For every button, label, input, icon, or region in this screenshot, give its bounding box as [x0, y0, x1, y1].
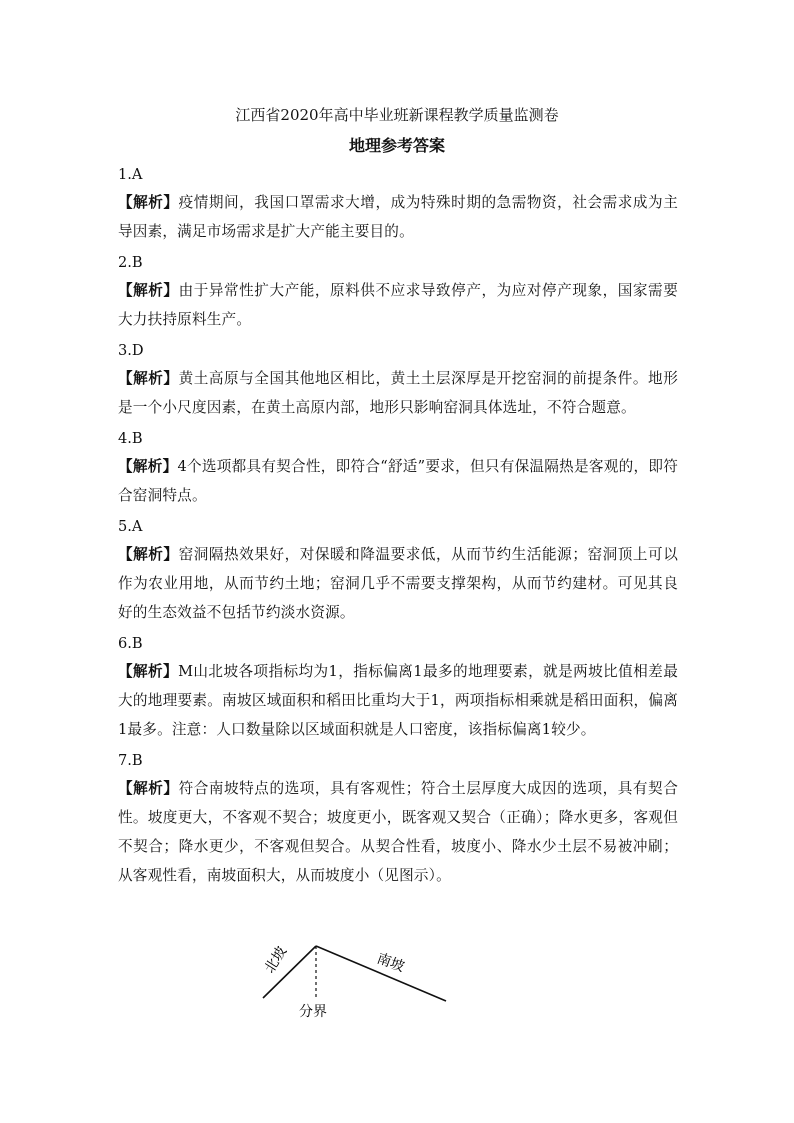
answer-item-6 [118, 631, 678, 744]
answer-subtitle: 地理参考答案 [348, 136, 445, 155]
answer-number: 5.A [118, 518, 143, 535]
analysis-body: 窑洞隔热效果好，对保暖和降温要求低，从而节约生活能源；窑洞顶上可以作为农业用地，从而节约土地；窑洞几乎不需要支撑架构，从而节约建材。可见其良好的生态效益不包括节约淡水资源。 [118, 546, 678, 621]
north-slope-label: 北坡 [261, 943, 291, 977]
analysis-tag: 【解析】 [118, 370, 179, 387]
analysis-tag: 【解析】 [118, 780, 179, 797]
analysis-tag: 【解析】 [118, 282, 179, 299]
answer-number: 4.B [118, 430, 143, 447]
analysis-tag: 【解析】 [118, 663, 179, 680]
answer-item-1 [118, 162, 678, 246]
analysis-text [118, 276, 678, 334]
analysis-text [118, 452, 678, 510]
answer-item-7 [118, 748, 678, 890]
analysis-body: 4个选项都具有契合性，即符合“舒适”要求，但只有保温隔热是客观的，即符合窑洞特点。 [118, 458, 678, 504]
slope-diagram [258, 938, 458, 1028]
answer-number: 3.D [118, 342, 144, 359]
analysis-body: 符合南坡特点的选项，具有客观性；符合土层厚度大成因的选项，具有契合性。坡度更大，不客观不契合；坡度更小，既客观又契合（正确）；降水更多，客观但不契合；降水更少，不客观但契合。从契合性看，坡度小、降水少土层不易被冲刷；从客观性看，南坡面积大，从而坡度小（见图示）。 [118, 780, 678, 884]
analysis-tag: 【解析】 [118, 458, 178, 475]
analysis-body: 黄土高原与全国其他地区相比，黄土土层深厚是开挖窑洞的前提条件。地形是一个小尺度因素，在黄土高原内部，地形只影响窑洞具体选址，不符合题意。 [118, 370, 678, 416]
analysis-text [118, 774, 678, 890]
exam-title: 江西省2020年高中毕业班新课程教学质量监测卷 [235, 106, 559, 124]
analysis-tag: 【解析】 [118, 194, 179, 211]
slope-diagram-svg [258, 938, 458, 1028]
analysis-body: M山北坡各项指标均为1，指标偏离1最多的地理要素，就是两坡比值相差最大的地理要素。南坡区域面积和稻田比重均大于1，两项指标相乘就是稻田面积，偏离1最多。注意：人口数量除以区域面积就是人口密度，该指标偏离1较少。 [118, 663, 678, 738]
answer-item-5 [118, 514, 678, 627]
analysis-text [118, 364, 678, 422]
south-slope-label: 南坡 [374, 950, 407, 976]
analysis-body: 疫情期间，我国口罩需求大增，成为特殊时期的急需物资，社会需求成为主导因素，满足市场需求是扩大产能主要目的。 [118, 194, 678, 240]
boundary-label: 分界 [299, 1004, 327, 1020]
answer-number: 2.B [118, 254, 143, 271]
analysis-text [118, 188, 678, 246]
answer-number: 1.A [118, 166, 143, 183]
answer-item-2 [118, 250, 678, 334]
analysis-tag: 【解析】 [118, 546, 179, 563]
answer-number: 7.B [118, 752, 143, 769]
answer-item-4 [118, 426, 678, 510]
answer-number: 6.B [118, 635, 143, 652]
answer-item-3 [118, 338, 678, 422]
answer-list [118, 162, 678, 894]
analysis-body: 由于异常性扩大产能，原料供不应求导致停产，为应对停产现象，国家需要大力扶持原料生产。 [118, 282, 678, 328]
analysis-text [118, 657, 678, 744]
analysis-text [118, 540, 678, 627]
